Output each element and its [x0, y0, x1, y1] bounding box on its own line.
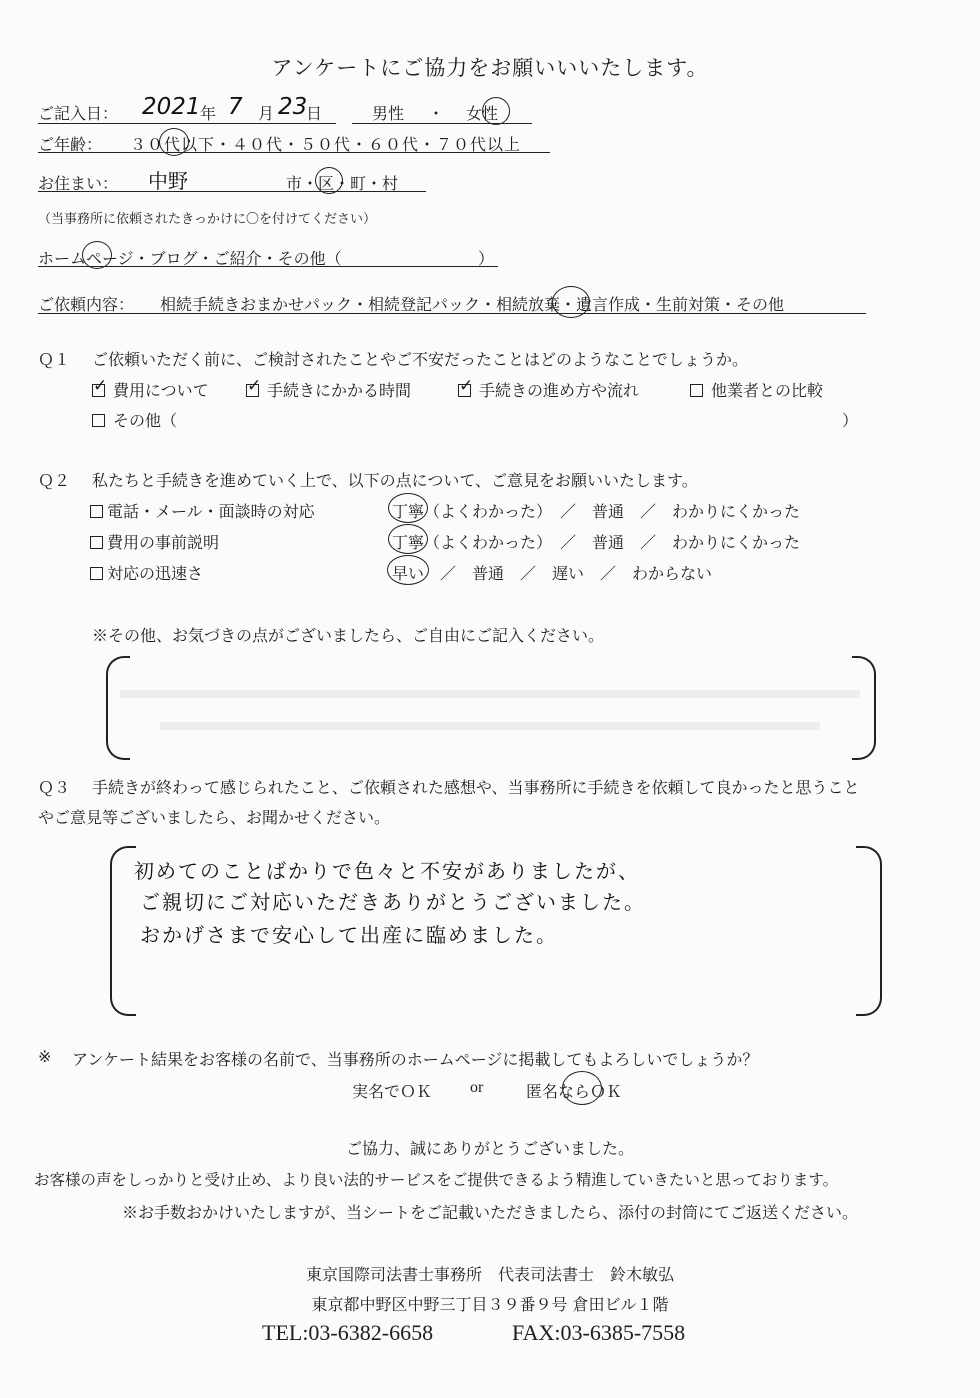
- trigger-underline: [38, 266, 498, 267]
- q1-other-close: ）: [842, 411, 859, 430]
- checkbox-empty-icon[interactable]: [90, 536, 103, 549]
- entry-day[interactable]: 23: [278, 94, 308, 120]
- q3-answer-line-1[interactable]: 初めてのことばかりで色々と不安がありましたが、: [134, 859, 640, 883]
- q3-answer-bracket-left: [110, 846, 136, 1016]
- q3-question-line1: 手続きが終わって感じられたこと、ご依頼された感想や、当事務所に手続きを依頼して良かったと思うこと: [92, 778, 860, 797]
- month-unit: 月: [258, 104, 275, 123]
- closing-thanks: ご協力、誠にありがとうございました。: [345, 1139, 634, 1158]
- gender-separator: ・: [428, 104, 445, 123]
- q1-option-compare[interactable]: 他業者との比較: [690, 378, 823, 401]
- closing-line3: ※お手数おかけいたしますが、当シートをご記載いただきましたら、添付の封筒にてご返送ください。: [121, 1203, 858, 1222]
- bleed-through-mark: [160, 722, 820, 730]
- publish-option-real-name[interactable]: 実名でＯＫ: [352, 1082, 433, 1101]
- q2-item-cost-explanation: 費用の事前説明: [90, 530, 219, 553]
- trigger-note: （当事務所に依頼されたきっかけに〇を付けてください）: [38, 212, 377, 227]
- q2-comment-area[interactable]: [140, 660, 840, 752]
- office-fax: FAX:03-6385-7558: [512, 1320, 686, 1345]
- residence-label: お住まい：: [38, 174, 119, 193]
- request-underline: [38, 313, 866, 314]
- publish-question: アンケート結果をお客様の名前で、当事務所のホームページに掲載してもよろしいでしょうか？: [72, 1050, 759, 1069]
- trigger-close: ）: [478, 249, 495, 268]
- checkbox-checked-icon[interactable]: [458, 384, 471, 397]
- q2-item-contact: 電話・メール・面談時の対応: [90, 499, 315, 522]
- date-underline: [38, 123, 336, 124]
- publish-selected-circle: [562, 1071, 602, 1105]
- q3-answer-bracket-right: [856, 846, 882, 1016]
- age-underline: [38, 152, 550, 153]
- age-label: ご年齢：: [38, 135, 103, 154]
- q1-number: Ｑ１: [38, 350, 71, 369]
- year-unit: 年: [200, 104, 217, 123]
- q2-note: ※その他、お気づきの点がございましたら、ご自由にご記入ください。: [92, 626, 605, 645]
- entry-month[interactable]: 7: [228, 94, 243, 120]
- bleed-through-mark: [120, 690, 860, 698]
- q2-speed-selected-circle: [387, 555, 429, 585]
- checkbox-empty-icon[interactable]: [90, 567, 103, 580]
- q2-contact-selected-circle: [388, 493, 428, 523]
- gender-male[interactable]: 男性: [372, 104, 405, 123]
- request-label: ご依頼内容：: [38, 295, 135, 314]
- q3-number: Ｑ３: [38, 778, 71, 797]
- publish-or: or: [470, 1079, 484, 1096]
- residence-value[interactable]: 中野: [148, 169, 188, 193]
- q3-answer-line-2[interactable]: ご親切にご対応いただきありがとうございました。: [140, 890, 646, 914]
- entry-year[interactable]: 2021: [142, 94, 201, 120]
- gender-female[interactable]: 女性: [466, 104, 499, 123]
- publish-option-anonymous[interactable]: 匿名ならＯＫ: [526, 1082, 623, 1101]
- q3-question-line2: やご意見等ございましたら、お聞かせください。: [38, 808, 391, 827]
- day-unit: 日: [306, 104, 323, 123]
- q2-cost-selected-circle: [388, 524, 428, 554]
- residence-underline: [38, 191, 426, 192]
- entry-date-label: ご記入日：: [38, 104, 119, 123]
- trigger-options[interactable]: ホームページ・ブログ・ご紹介・その他（: [38, 249, 342, 268]
- checkbox-empty-icon[interactable]: [90, 505, 103, 518]
- q2-comment-bracket-left: [106, 656, 130, 760]
- q1-question: ご依頼いただく前に、ご検討されたことやご不安だったことはどのようなことでしょうか。: [92, 350, 749, 369]
- q2-item-speed: 対応の迅速さ: [90, 561, 203, 584]
- survey-title: アンケートにご協力をお願いいいたします。: [271, 56, 709, 80]
- closing-line2: お客様の声をしっかりと受け止め、より良い法的サービスをご提供できるよう精進していきたいと思っております。: [34, 1171, 839, 1189]
- q2-answers-contact[interactable]: 丁寧（よくわかった） ／ 普通 ／ わかりにくかった: [392, 502, 801, 521]
- residence-selected-circle: [315, 167, 343, 194]
- gender-underline: [352, 123, 532, 124]
- trigger-selected-circle: [82, 241, 112, 269]
- q2-comment-bracket-right: [852, 656, 876, 760]
- q1-option-time[interactable]: ✓ 手続きにかかる時間: [246, 378, 411, 401]
- q2-number: Ｑ２: [38, 471, 71, 490]
- gender-selected-circle: [482, 97, 510, 125]
- residence-options[interactable]: 市・区・町・村: [286, 174, 399, 193]
- publish-mark: ※: [38, 1047, 52, 1066]
- q2-answers-speed[interactable]: 早い ／ 普通 ／ 遅い ／ わからない: [392, 564, 713, 583]
- age-options[interactable]: ３０代以下・４０代・５０代・６０代・７０代以上: [130, 135, 522, 154]
- request-options[interactable]: 相続手続きおまかせパック・相続登記パック・相続放棄・遺言作成・生前対策・その他: [160, 295, 785, 314]
- q2-question: 私たちと手続きを進めていく上で、以下の点について、ご意見をお願いいたします。: [92, 471, 698, 490]
- office-name: 東京国際司法書士事務所 代表司法書士 鈴木敏弘: [305, 1265, 674, 1284]
- q1-option-cost[interactable]: ✓費用について: [92, 378, 209, 401]
- office-address: 東京都中野区中野三丁目３９番９号 倉田ビル１階: [311, 1295, 669, 1314]
- checkbox-empty-icon[interactable]: [92, 414, 105, 427]
- q3-answer-line-3[interactable]: おかげさまで安心して出産に臨めました。: [140, 923, 558, 947]
- checkbox-checked-icon[interactable]: [246, 384, 259, 397]
- q1-option-process[interactable]: ✓ 手続きの進め方や流れ: [458, 378, 639, 401]
- checkbox-checked-icon[interactable]: [92, 384, 105, 397]
- checkbox-empty-icon[interactable]: [690, 384, 703, 397]
- q1-option-other[interactable]: その他（: [92, 408, 177, 431]
- q2-answers-cost-explanation[interactable]: 丁寧（よくわかった） ／ 普通 ／ わかりにくかった: [392, 533, 801, 552]
- office-tel[interactable]: TEL:03-6382-6658: [262, 1320, 434, 1345]
